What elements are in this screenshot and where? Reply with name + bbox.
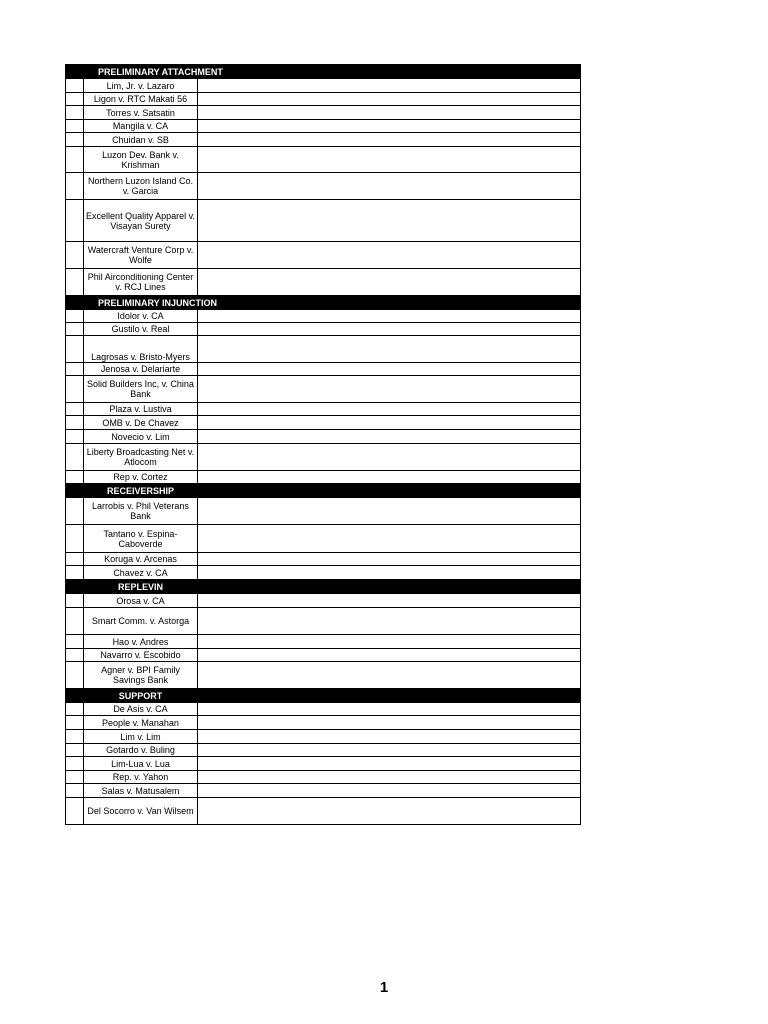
table-row xyxy=(66,784,581,798)
row-marker-cell xyxy=(66,200,84,242)
section-header-row xyxy=(66,689,581,703)
case-name-cell: Hao v. Andres xyxy=(84,635,198,649)
table-row xyxy=(66,147,581,173)
case-name-cell: Del Socorro v. Van Wilsem xyxy=(84,798,198,825)
notes-cell xyxy=(198,662,581,689)
table-row xyxy=(66,757,581,771)
notes-cell xyxy=(198,310,581,323)
row-marker-cell xyxy=(66,173,84,200)
table-row xyxy=(66,444,581,471)
notes-cell xyxy=(198,716,581,730)
case-name-cell: People v. Manahan xyxy=(84,716,198,730)
section-header-fill xyxy=(198,580,581,594)
notes-cell xyxy=(198,730,581,744)
row-marker-cell xyxy=(66,471,84,484)
row-marker-cell xyxy=(66,376,84,403)
notes-cell xyxy=(198,106,581,120)
table-row xyxy=(66,703,581,716)
case-name-cell: Larrobis v. Phil Veterans Bank xyxy=(84,498,198,525)
case-table-body xyxy=(66,65,581,825)
table-row xyxy=(66,416,581,430)
case-name-cell: Ligon v. RTC Makati 56 xyxy=(84,93,198,106)
notes-cell xyxy=(198,594,581,608)
section-header-fill xyxy=(198,484,581,498)
row-marker-cell xyxy=(66,730,84,744)
table-row xyxy=(66,173,581,200)
notes-cell xyxy=(198,635,581,649)
section-header-row xyxy=(66,484,581,498)
case-name-cell: Idolor v. CA xyxy=(84,310,198,323)
row-marker-cell xyxy=(66,323,84,336)
case-name-cell: Mangila v. CA xyxy=(84,120,198,133)
notes-cell xyxy=(198,79,581,93)
row-marker-cell xyxy=(66,416,84,430)
row-marker-cell xyxy=(66,525,84,553)
notes-cell xyxy=(198,649,581,662)
row-marker-cell xyxy=(66,635,84,649)
row-marker-cell xyxy=(66,93,84,106)
row-marker-cell xyxy=(66,771,84,784)
table-row xyxy=(66,133,581,147)
case-name-cell: Chavez v. CA xyxy=(84,566,198,580)
case-name-cell: Liberty Broadcasting Net v. Atlocom xyxy=(84,444,198,471)
notes-cell xyxy=(198,363,581,376)
case-name-cell: Lagrosas v. Bristo-Myers xyxy=(84,336,198,363)
case-name-cell: Rep. v. Yahon xyxy=(84,771,198,784)
notes-cell xyxy=(198,444,581,471)
case-table xyxy=(65,64,581,825)
table-row xyxy=(66,649,581,662)
table-row xyxy=(66,525,581,553)
case-name-cell: Agner v. BPI Family Savings Bank xyxy=(84,662,198,689)
row-marker-cell xyxy=(66,120,84,133)
notes-cell xyxy=(198,376,581,403)
notes-cell xyxy=(198,173,581,200)
row-marker-cell xyxy=(66,133,84,147)
row-marker-cell xyxy=(66,594,84,608)
row-marker-cell xyxy=(66,403,84,416)
section-header: PRELIMINARY INJUNCTION xyxy=(84,296,581,310)
notes-cell xyxy=(198,553,581,566)
table-row xyxy=(66,716,581,730)
notes-cell xyxy=(198,242,581,269)
section-header: REPLEVIN xyxy=(84,580,198,594)
table-row xyxy=(66,106,581,120)
case-name-cell: Gotardo v. Buling xyxy=(84,744,198,757)
table-row xyxy=(66,608,581,635)
notes-cell xyxy=(198,798,581,825)
table-row xyxy=(66,242,581,269)
section-header-spacer xyxy=(66,580,84,594)
row-marker-cell xyxy=(66,744,84,757)
case-name-cell: Smart Comm. v. Astorga xyxy=(84,608,198,635)
section-header-fill xyxy=(198,689,581,703)
row-marker-cell xyxy=(66,566,84,580)
row-marker-cell xyxy=(66,430,84,444)
table-row xyxy=(66,553,581,566)
case-name-cell: Lim-Lua v. Lua xyxy=(84,757,198,771)
notes-cell xyxy=(198,757,581,771)
notes-cell xyxy=(198,525,581,553)
table-row xyxy=(66,403,581,416)
case-name-cell: Chuidan v. SB xyxy=(84,133,198,147)
table-row xyxy=(66,744,581,757)
notes-cell xyxy=(198,147,581,173)
notes-cell xyxy=(198,471,581,484)
table-row xyxy=(66,566,581,580)
table-row xyxy=(66,120,581,133)
case-name-cell: Northern Luzon Island Co. v. Garcia xyxy=(84,173,198,200)
case-name-cell: De Asis v. CA xyxy=(84,703,198,716)
row-marker-cell xyxy=(66,553,84,566)
case-name-cell: Torres v. Satsatin xyxy=(84,106,198,120)
notes-cell xyxy=(198,200,581,242)
case-name-cell: Luzon Dev. Bank v. Krishman xyxy=(84,147,198,173)
notes-cell xyxy=(198,771,581,784)
table-row xyxy=(66,430,581,444)
row-marker-cell xyxy=(66,363,84,376)
table-row xyxy=(66,310,581,323)
case-name-cell: Koruga v. Arcenas xyxy=(84,553,198,566)
table-row xyxy=(66,200,581,242)
row-marker-cell xyxy=(66,784,84,798)
section-header-spacer xyxy=(66,689,84,703)
notes-cell xyxy=(198,784,581,798)
notes-cell xyxy=(198,93,581,106)
section-header-spacer xyxy=(66,296,84,310)
table-row xyxy=(66,269,581,296)
case-name-cell: Excellent Quality Apparel v. Visayan Surety xyxy=(84,200,198,242)
case-name-cell: Jenosa v. Delariarte xyxy=(84,363,198,376)
row-marker-cell xyxy=(66,79,84,93)
table-row xyxy=(66,662,581,689)
notes-cell xyxy=(198,430,581,444)
row-marker-cell xyxy=(66,649,84,662)
notes-cell xyxy=(198,269,581,296)
case-name-cell: Watercraft Venture Corp v. Wolfe xyxy=(84,242,198,269)
section-header-spacer xyxy=(66,65,84,79)
case-name-cell: Rep v. Cortez xyxy=(84,471,198,484)
row-marker-cell xyxy=(66,106,84,120)
section-header: RECEIVERSHIP xyxy=(84,484,198,498)
row-marker-cell xyxy=(66,662,84,689)
case-name-cell: Plaza v. Lustiva xyxy=(84,403,198,416)
notes-cell xyxy=(198,744,581,757)
table-row xyxy=(66,635,581,649)
table-row xyxy=(66,363,581,376)
row-marker-cell xyxy=(66,310,84,323)
case-name-cell: Salas v. Matusalem xyxy=(84,784,198,798)
notes-cell xyxy=(198,608,581,635)
case-name-cell: Orosa v. CA xyxy=(84,594,198,608)
case-name-cell: Gustilo v. Real xyxy=(84,323,198,336)
table-row xyxy=(66,798,581,825)
notes-cell xyxy=(198,336,581,363)
row-marker-cell xyxy=(66,703,84,716)
table-row xyxy=(66,336,581,363)
section-header: SUPPORT xyxy=(84,689,198,703)
case-name-cell: Solid Builders Inc, v. China Bank xyxy=(84,376,198,403)
notes-cell xyxy=(198,403,581,416)
notes-cell xyxy=(198,703,581,716)
table-row xyxy=(66,730,581,744)
table-row xyxy=(66,79,581,93)
row-marker-cell xyxy=(66,716,84,730)
row-marker-cell xyxy=(66,242,84,269)
row-marker-cell xyxy=(66,608,84,635)
case-name-cell: Navarro v. Escobido xyxy=(84,649,198,662)
table-row xyxy=(66,771,581,784)
table-row xyxy=(66,498,581,525)
table-row xyxy=(66,471,581,484)
table-row xyxy=(66,594,581,608)
notes-cell xyxy=(198,566,581,580)
case-name-cell: Novecio v. Lim xyxy=(84,430,198,444)
row-marker-cell xyxy=(66,757,84,771)
row-marker-cell xyxy=(66,498,84,525)
row-marker-cell xyxy=(66,798,84,825)
notes-cell xyxy=(198,416,581,430)
notes-cell xyxy=(198,120,581,133)
table-row xyxy=(66,93,581,106)
notes-cell xyxy=(198,498,581,525)
section-header-row xyxy=(66,580,581,594)
section-header-row xyxy=(66,65,581,79)
case-name-cell: Lim v. Lim xyxy=(84,730,198,744)
section-header-row xyxy=(66,296,581,310)
case-name-cell: Lim, Jr. v. Lazaro xyxy=(84,79,198,93)
row-marker-cell xyxy=(66,444,84,471)
row-marker-cell xyxy=(66,336,84,363)
table-row xyxy=(66,323,581,336)
row-marker-cell xyxy=(66,269,84,296)
row-marker-cell xyxy=(66,147,84,173)
notes-cell xyxy=(198,323,581,336)
table-row xyxy=(66,376,581,403)
section-header-spacer xyxy=(66,484,84,498)
section-header: PRELIMINARY ATTACHMENT xyxy=(84,65,581,79)
case-name-cell: Phil Airconditioning Center v. RCJ Lines xyxy=(84,269,198,296)
case-name-cell: OMB v. De Chavez xyxy=(84,416,198,430)
notes-cell xyxy=(198,133,581,147)
case-name-cell: Tantano v. Espina-Caboverde xyxy=(84,525,198,553)
page-number: 1 xyxy=(379,979,389,996)
